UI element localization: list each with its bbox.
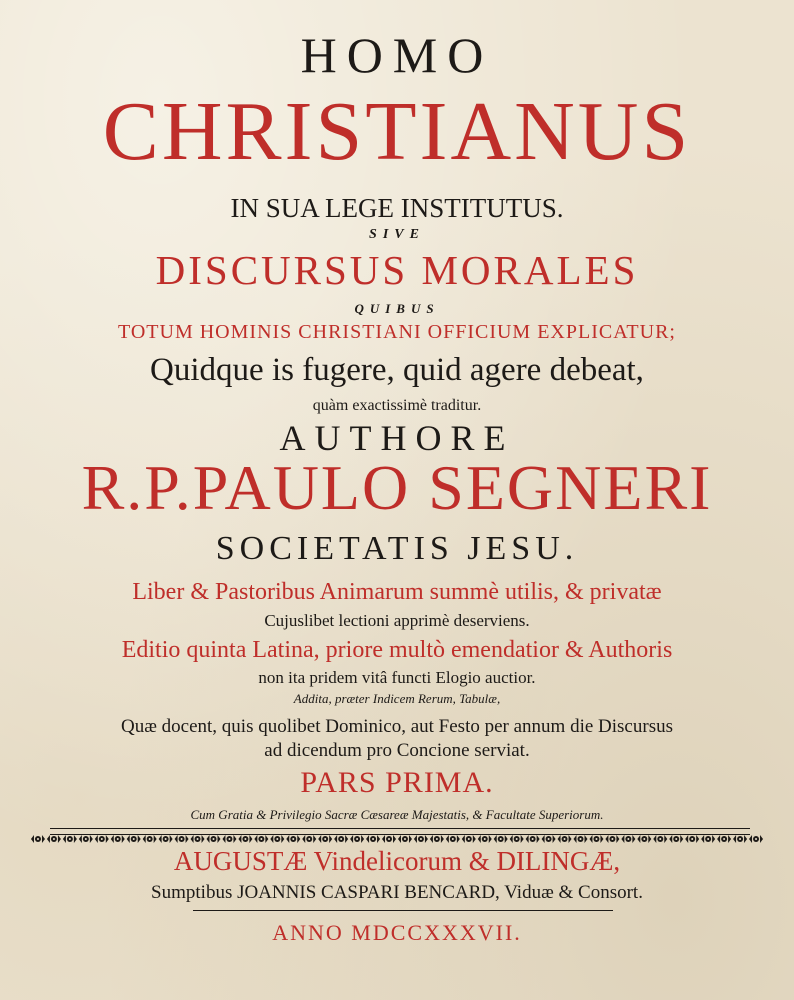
fleuron-unit [270, 835, 284, 843]
title-discursus: DISCURSUS MORALES [155, 247, 639, 293]
fleuron-unit [286, 835, 300, 843]
fleuron-unit [254, 835, 268, 843]
fleuron-unit [749, 835, 763, 843]
authore-label: AUTHORE [279, 418, 515, 458]
fleuron-unit [127, 835, 141, 843]
fleuron-unit [222, 835, 236, 843]
fleuron-unit [143, 835, 157, 843]
fleuron-unit [589, 835, 603, 843]
line-quam: quàm exactissimè traditur. [312, 397, 482, 414]
fleuron-unit [414, 835, 428, 843]
imprint-place: AUGUSTÆ Vindelicorum & DILINGÆ, [173, 846, 621, 876]
fleuron-unit [701, 835, 715, 843]
line-ad-dicendum: ad dicendum pro Concione serviat. [264, 740, 530, 761]
fleuron-unit [238, 835, 252, 843]
fleuron-unit [526, 835, 540, 843]
fleuron-unit [621, 835, 635, 843]
fleuron-unit [637, 835, 651, 843]
fleuron-unit [159, 835, 173, 843]
fleuron-unit [510, 835, 524, 843]
author-name: R.P.PAULO SEGNERI [81, 452, 713, 523]
fleuron-unit [350, 835, 364, 843]
fleuron-unit [334, 835, 348, 843]
fleuron-unit [318, 835, 332, 843]
fleuron-unit [685, 835, 699, 843]
fleuron-unit [111, 835, 125, 843]
imprint-year: ANNO MDCCXXXVII. [272, 920, 522, 945]
fleuron-unit [446, 835, 460, 843]
subtitle-institutus: IN SUA LEGE INSTITUTUS. [230, 193, 564, 223]
fleuron-unit [175, 835, 189, 843]
title-christianus: CHRISTIANUS [102, 85, 692, 178]
fleuron-unit [79, 835, 93, 843]
fleuron-unit [462, 835, 476, 843]
fleuron-unit [398, 835, 412, 843]
pars-prima: PARS PRIMA. [300, 766, 494, 799]
fleuron-unit [63, 835, 77, 843]
fleuron-unit [95, 835, 109, 843]
line-editio: Editio quinta Latina, priore multò emendatior & Authoris [121, 637, 673, 663]
fleuron-unit [717, 835, 731, 843]
fleuron-unit [191, 835, 205, 843]
fleuron-unit [382, 835, 396, 843]
line-quae-docent: Quæ docent, quis quolibet Dominico, aut Festo per annum die Discursus [121, 716, 673, 737]
fleuron-unit [574, 835, 588, 843]
line-totum: TOTUM HOMINIS CHRISTIANI OFFICIUM EXPLICATUR; [118, 321, 676, 343]
imprint-publisher: Sumptibus JOANNIS CASPARI BENCARD, Viduæ & Consort. [151, 882, 643, 903]
line-privilegio: Cum Gratia & Privilegio Sacræ Cæsareæ Majestatis, & Facultate Superiorum. [190, 807, 604, 822]
fleuron-unit [669, 835, 683, 843]
title-homo: HOMO [300, 27, 494, 83]
fleuron-unit [47, 835, 61, 843]
line-liber: Liber & Pastoribus Animarum summè utilis, & privatæ [132, 579, 662, 605]
fleuron-unit [430, 835, 444, 843]
line-cujuslibet: Cujuslibet lectioni apprimè deserviens. [264, 611, 530, 630]
fleuron-unit [653, 835, 667, 843]
bottom-rule [193, 910, 613, 911]
fleuron-unit [605, 835, 619, 843]
line-quidque: Quidque is fugere, quid agere debeat, [150, 352, 644, 388]
fleuron-unit [478, 835, 492, 843]
societatis-jesu: SOCIETATIS JESU. [215, 530, 579, 567]
fleuron-unit [494, 835, 508, 843]
fleuron-unit [31, 835, 45, 843]
fleuron-ornament-icon [30, 832, 764, 846]
connector-quibus: QUIBUS [354, 301, 440, 316]
line-addita: Addita, præter Indicem Rerum, Tabulæ, [293, 691, 501, 706]
fleuron-unit [558, 835, 572, 843]
fleuron-unit [302, 835, 316, 843]
fleuron-unit [207, 835, 221, 843]
fleuron-unit [542, 835, 556, 843]
fleuron-unit [366, 835, 380, 843]
connector-sive: SIVE [369, 227, 425, 242]
line-non-ita: non ita pridem vitâ functi Elogio auctior. [258, 668, 536, 687]
fleuron-unit [733, 835, 747, 843]
